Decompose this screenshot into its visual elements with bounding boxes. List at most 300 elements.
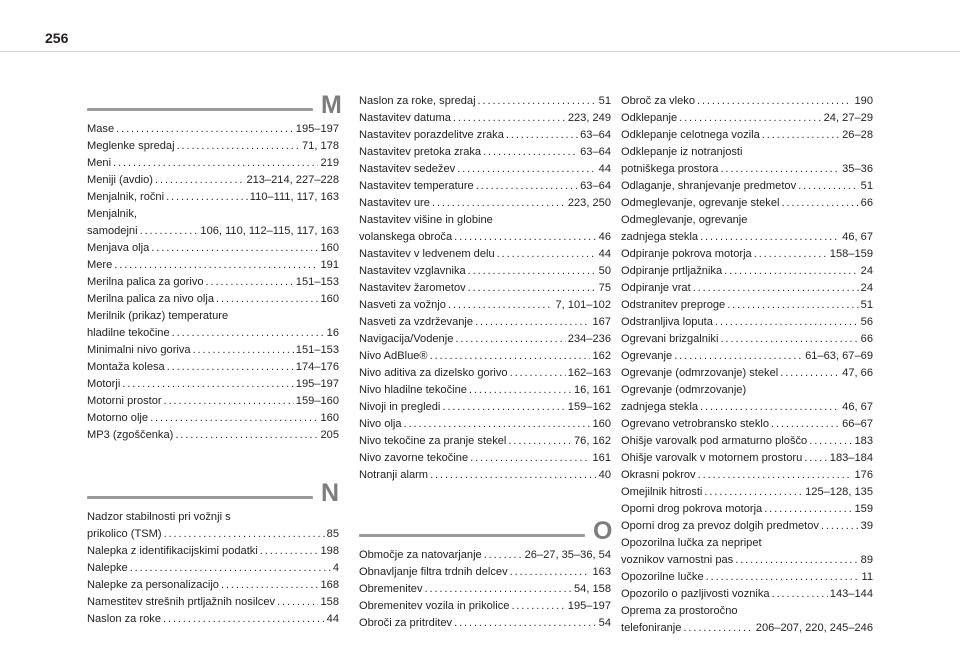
index-entry: [621, 348, 873, 365]
dot-leader: [511, 598, 565, 615]
index-entry-pages: 106, 110, 112–115, 117, 163: [200, 225, 339, 237]
index-entry-heading: Odklepanje iz notranjosti: [621, 146, 743, 158]
dot-leader: [151, 240, 318, 257]
index-column-3: [621, 93, 873, 637]
index-entry-term: Odklepanje celotnega vozila: [621, 129, 760, 141]
dot-leader: [754, 246, 828, 263]
index-entry: [359, 382, 611, 399]
index-entry-heading: Merilnik (prikaz) temperature: [87, 310, 229, 322]
index-entry-term: Nivo aditiva za dizelsko gorivo: [359, 367, 508, 379]
index-entry-term: samodejni: [87, 225, 138, 237]
index-entry-term: Odstranljiva loputa: [621, 316, 713, 328]
index-entry-term: Nivoji in pregledi: [359, 401, 441, 413]
index-entry-term: Območje za natovarjanje: [359, 549, 482, 561]
index-entry-pages: 51: [598, 95, 611, 107]
dot-leader: [163, 611, 325, 628]
index-entry: [87, 291, 339, 308]
dot-leader: [172, 325, 325, 342]
dot-leader: [432, 195, 566, 212]
index-entry-pages: 110–111, 117, 163: [249, 191, 339, 203]
dot-leader: [453, 110, 566, 127]
index-entry: [621, 246, 873, 263]
index-entry-heading: Ogrevanje (odmrzovanje): [621, 384, 747, 396]
dot-leader: [772, 586, 828, 603]
index-entry: [621, 212, 873, 246]
index-entry: [87, 155, 339, 172]
index-entry: [87, 359, 339, 376]
dot-leader: [430, 348, 591, 365]
index-entry: [621, 331, 873, 348]
dot-leader: [122, 376, 294, 393]
index-entry: [359, 348, 611, 365]
index-entry: [621, 297, 873, 314]
index-entry: [87, 509, 339, 543]
dot-leader: [277, 594, 318, 611]
index-entry-pages: 51: [860, 180, 873, 192]
index-entry-term: potniškega prostora: [621, 163, 719, 175]
index-entry: [621, 110, 873, 127]
dot-leader: [762, 127, 840, 144]
index-entry-term: Nastavitev datuma: [359, 112, 451, 124]
index-entry-pages: 223, 250: [567, 197, 611, 209]
dot-leader: [166, 189, 248, 206]
index-entry-pages: 11: [861, 571, 873, 583]
dot-leader: [475, 314, 590, 331]
index-entry: [87, 577, 339, 594]
index-entry: [359, 416, 611, 433]
index-entry-pages: 63–64: [580, 180, 611, 192]
index-entry-pages: 151–153: [295, 276, 339, 288]
dot-leader: [782, 195, 859, 212]
dot-leader: [497, 246, 597, 263]
index-entry-pages: 174–176: [295, 361, 339, 373]
index-entry-pages: 176: [854, 469, 873, 481]
index-entry-term: Merilna palica za nivo olja: [87, 293, 215, 305]
index-entry-term: zadnjega stekla: [621, 231, 699, 243]
index-list: [87, 121, 339, 444]
index-list: [359, 93, 611, 484]
dot-leader: [114, 257, 318, 274]
index-entry: [87, 393, 339, 410]
index-entry: [359, 280, 611, 297]
dot-leader: [468, 263, 597, 280]
index-entry-term: Oporni drog za prevoz dolgih predmetov: [621, 520, 819, 532]
index-entry-pages: 35–36: [842, 163, 873, 175]
dot-leader: [724, 263, 859, 280]
index-entry-term: Obroč za vleko: [621, 95, 695, 107]
index-entry: [621, 178, 873, 195]
index-entry-pages: 161: [592, 452, 611, 464]
index-entry-pages: 24: [860, 265, 873, 277]
index-entry-term: Nalepke za personalizacijo: [87, 579, 219, 591]
index-entry: [359, 564, 611, 581]
section-n: [87, 481, 339, 628]
index-list: [621, 93, 873, 637]
index-entry-term: MP3 (zgoščenka): [87, 429, 174, 441]
section-divider: [87, 108, 313, 111]
index-entry: [87, 206, 339, 240]
index-list: [87, 509, 339, 628]
index-entry-pages: 143–144: [829, 588, 873, 600]
dot-leader: [804, 450, 828, 467]
index-entry-term: Odpiranje vrat: [621, 282, 691, 294]
index-entry-pages: 168: [320, 579, 339, 591]
index-entry: [621, 263, 873, 280]
dot-leader: [164, 393, 294, 410]
index-entry-term: zadnjega stekla: [621, 401, 699, 413]
index-entry-term: Odklepanje: [621, 112, 678, 124]
index-entry: [87, 410, 339, 427]
index-entry: [359, 297, 611, 314]
index-entry-pages: 66–67: [842, 418, 873, 430]
index-entry-pages: 160: [320, 293, 339, 305]
index-entry-term: Motorno olje: [87, 412, 149, 424]
index-entry-pages: 63–64: [580, 129, 611, 141]
index-entry-pages: 71, 178: [301, 140, 339, 152]
index-entry-term: Ogrevanje: [621, 350, 673, 362]
index-list: [359, 547, 611, 632]
index-entry: [87, 543, 339, 560]
index-entry-pages: 191: [320, 259, 339, 271]
index-entry: [621, 535, 873, 569]
index-entry-term: telefoniranje: [621, 622, 682, 634]
index-entry-term: Naslon za roke: [87, 613, 161, 625]
index-entry-term: Obnavljanje filtra trdnih delcev: [359, 566, 508, 578]
index-entry-pages: 76, 162: [573, 435, 611, 447]
dot-leader: [430, 467, 597, 484]
index-entry-term: Nasveti za vožnjo: [359, 299, 446, 311]
index-entry-pages: 223, 249: [567, 112, 611, 124]
index-entry-pages: 195–197: [295, 123, 339, 135]
index-entry-term: Meglenke spredaj: [87, 140, 175, 152]
index-entry-pages: 160: [320, 412, 339, 424]
dot-leader: [821, 518, 859, 535]
index-entry-pages: 195–197: [295, 378, 339, 390]
dot-leader: [177, 138, 300, 155]
index-entry: [359, 246, 611, 263]
dot-leader: [510, 564, 591, 581]
dot-leader: [442, 399, 565, 416]
index-entry: [359, 547, 611, 564]
dot-leader: [693, 280, 859, 297]
index-entry-pages: 125–128, 135: [805, 486, 873, 498]
index-entry-pages: 66: [860, 333, 873, 345]
index-entry-term: Motorni prostor: [87, 395, 162, 407]
dot-leader: [455, 331, 565, 348]
index-entry-pages: 44: [598, 248, 611, 260]
index-entry-pages: 7, 101–102: [555, 299, 611, 311]
dot-leader: [704, 484, 803, 501]
index-entry-pages: 39: [860, 520, 873, 532]
index-entry: [87, 594, 339, 611]
index-entry-term: Opozorilo o pazljivosti voznika: [621, 588, 770, 600]
index-entry: [621, 450, 873, 467]
dot-leader: [469, 382, 572, 399]
index-column-1: [87, 91, 342, 628]
index-entry-term: Nivo hladilne tekočine: [359, 384, 467, 396]
index-entry-term: volanskega obroča: [359, 231, 453, 243]
index-entry-pages: 160: [320, 242, 339, 254]
index-entry-term: Mere: [87, 259, 113, 271]
index-entry-pages: 183: [854, 435, 873, 447]
dot-leader: [221, 577, 319, 594]
dot-leader: [216, 291, 318, 308]
dot-leader: [764, 501, 852, 518]
index-entry: [87, 172, 339, 189]
index-entry: [621, 365, 873, 382]
index-entry-term: Mase: [87, 123, 115, 135]
index-entry: [87, 189, 339, 206]
index-entry-pages: 167: [592, 316, 611, 328]
index-entry-pages: 206–207, 220, 245–246: [755, 622, 873, 634]
index-entry-term: hladilne tekočine: [87, 327, 170, 339]
dot-leader: [448, 297, 554, 314]
index-entry-pages: 75: [598, 282, 611, 294]
index-entry: [621, 484, 873, 501]
section-m: [87, 91, 342, 444]
index-entry-term: Odpiranje prtljažnika: [621, 265, 723, 277]
index-entry-pages: 158: [320, 596, 339, 608]
index-entry-term: Odlaganje, shranjevanje predmetov: [621, 180, 797, 192]
index-entry-pages: 40: [598, 469, 611, 481]
dot-leader: [720, 161, 840, 178]
dot-leader: [116, 121, 294, 138]
index-entry-term: Oporni drog pokrova motorja: [621, 503, 763, 515]
index-entry-pages: 183–184: [829, 452, 873, 464]
index-entry: [621, 467, 873, 484]
dot-leader: [478, 93, 597, 110]
index-entry: [621, 433, 873, 450]
index-entry-pages: 16: [326, 327, 339, 339]
index-entry-pages: 46, 67: [842, 231, 873, 243]
index-entry: [87, 274, 339, 291]
index-entry-term: Montaža kolesa: [87, 361, 165, 373]
index-entry-pages: 159–162: [567, 401, 611, 413]
index-entry-term: voznikov varnostni pas: [621, 554, 734, 566]
index-entry-pages: 47, 66: [842, 367, 873, 379]
index-entry: [87, 611, 339, 628]
index-entry-term: Nastavitev ure: [359, 197, 430, 209]
section-divider: [359, 534, 585, 537]
index-entry-term: Nastavitev temperature: [359, 180, 474, 192]
index-entry: [359, 467, 611, 484]
index-entry-heading: Nadzor stabilnosti pri vožnji s: [87, 511, 231, 523]
index-entry-pages: 219: [320, 157, 339, 169]
index-entry: [359, 581, 611, 598]
dot-leader: [771, 416, 840, 433]
index-entry-term: Meni: [87, 157, 112, 169]
index-entry-pages: 159–160: [295, 395, 339, 407]
section-o: [359, 519, 611, 632]
dot-leader: [155, 172, 244, 189]
index-entry-term: Nalepke: [87, 562, 128, 574]
index-entry-term: Nivo tekočine za pranje stekel: [359, 435, 507, 447]
index-entry-pages: 158–159: [829, 248, 873, 260]
index-entry: [87, 121, 339, 138]
dot-leader: [140, 223, 199, 240]
index-entry-term: Nastavitev sedežev: [359, 163, 456, 175]
dot-leader: [476, 178, 578, 195]
dot-leader: [260, 543, 319, 560]
dot-leader: [679, 110, 822, 127]
index-entry-term: Namestitev strešnih prtljažnih nosilcev: [87, 596, 276, 608]
dot-leader: [470, 450, 590, 467]
dot-leader: [506, 127, 578, 144]
index-entry-pages: 198: [320, 545, 339, 557]
index-entry: [621, 314, 873, 331]
index-entry: [621, 382, 873, 416]
index-entry-term: Obremenitev vozila in prikolice: [359, 600, 510, 612]
index-entry-heading: Opozorilna lučka za nepripet: [621, 537, 762, 549]
index-entry-term: Nivo olja: [359, 418, 402, 430]
section-letter: M: [321, 91, 342, 119]
dot-leader: [700, 229, 840, 246]
index-entry: [359, 433, 611, 450]
index-entry: [87, 376, 339, 393]
dot-leader: [404, 416, 591, 433]
index-entry: [621, 518, 873, 535]
index-entry-pages: 160: [592, 418, 611, 430]
index-entry-heading: Menjalnik,: [87, 208, 137, 220]
index-entry-pages: 190: [854, 95, 873, 107]
index-entry-term: Minimalni nivo goriva: [87, 344, 191, 356]
index-entry-term: Obremenitev: [359, 583, 423, 595]
index-entry-term: Menjava olja: [87, 242, 150, 254]
index-column-2: [359, 93, 611, 632]
dot-leader: [706, 569, 860, 586]
index-entry-pages: 163: [592, 566, 611, 578]
index-entry-term: Merilna palica za gorivo: [87, 276, 204, 288]
index-entry: [359, 365, 611, 382]
index-entry: [359, 212, 611, 246]
dot-leader: [484, 547, 523, 564]
index-entry-term: Navigacija/Vodenje: [359, 333, 454, 345]
dot-leader: [700, 399, 840, 416]
index-entry-pages: 159: [854, 503, 873, 515]
index-entry-pages: 16, 161: [573, 384, 611, 396]
index-entry-term: Odpiranje pokrova motorja: [621, 248, 752, 260]
dot-leader: [715, 314, 859, 331]
index-entry-term: Ogrevanje (odmrzovanje) stekel: [621, 367, 779, 379]
index-entry: [359, 127, 611, 144]
index-entry-term: Okrasni pokrov: [621, 469, 696, 481]
index-entry: [621, 195, 873, 212]
index-entry-term: Nastavitev vzglavnika: [359, 265, 466, 277]
dot-leader: [508, 433, 572, 450]
index-entry: [87, 257, 339, 274]
index-entry-pages: 4: [332, 562, 339, 574]
index-entry: [359, 263, 611, 280]
index-entry-term: Ogrevano vetrobransko steklo: [621, 418, 769, 430]
index-entry: [621, 586, 873, 603]
index-entry-pages: 205: [320, 429, 339, 441]
index-entry: [359, 144, 611, 161]
index-entry-term: Odstranitev preproge: [621, 299, 726, 311]
index-entry: [359, 161, 611, 178]
dot-leader: [206, 274, 294, 291]
index-entry: [87, 427, 339, 444]
dot-leader: [454, 229, 597, 246]
index-entry: [621, 501, 873, 518]
dot-leader: [167, 359, 294, 376]
index-entry-pages: 234–236: [567, 333, 611, 345]
index-entry: [87, 138, 339, 155]
dot-leader: [683, 620, 753, 637]
index-entry-term: Obroči za pritrditev: [359, 617, 453, 629]
index-entry: [87, 342, 339, 359]
index-entry-pages: 51: [860, 299, 873, 311]
section-divider: [87, 496, 313, 499]
index-entry-pages: 54: [598, 617, 611, 629]
index-entry-term: Meniji (avdio): [87, 174, 153, 186]
index-entry: [359, 178, 611, 195]
index-entry: [87, 240, 339, 257]
index-entry-pages: 54, 158: [573, 583, 611, 595]
dot-leader: [193, 342, 294, 359]
index-entry-pages: 26–27, 35–36, 54: [524, 549, 611, 561]
index-entry-term: Notranji alarm: [359, 469, 429, 481]
index-entry: [359, 598, 611, 615]
index-entry: [621, 416, 873, 433]
dot-leader: [483, 144, 578, 161]
index-entry: [87, 560, 339, 577]
index-entry-pages: 44: [326, 613, 339, 625]
dot-leader: [698, 467, 853, 484]
index-entry-term: Ogrevani brizgalniki: [621, 333, 719, 345]
index-entry-term: Ohišje varovalk v motornem prostoru: [621, 452, 803, 464]
section-header-o: [359, 519, 611, 543]
index-entry-term: Omejilnik hitrosti: [621, 486, 703, 498]
section-letter: N: [321, 479, 340, 507]
section-letter: O: [593, 517, 613, 545]
dot-leader: [130, 560, 331, 577]
dot-leader: [425, 581, 572, 598]
dot-leader: [697, 93, 852, 110]
index-entry-term: Nastavitev v ledvenem delu: [359, 248, 495, 260]
dot-leader: [457, 161, 596, 178]
index-entry-term: Ohišje varovalk pod armaturno ploščo: [621, 435, 808, 447]
index-entry-term: Motorji: [87, 378, 121, 390]
index-entry: [359, 195, 611, 212]
index-entry-term: Nastavitev pretoka zraka: [359, 146, 482, 158]
index-entry: [621, 569, 873, 586]
index-entry: [359, 615, 611, 632]
section-header-m: [87, 91, 342, 119]
index-entry: [87, 308, 339, 342]
index-entry: [359, 331, 611, 348]
index-entry-pages: 44: [598, 163, 611, 175]
index-entry-pages: 162: [592, 350, 611, 362]
dot-leader: [780, 365, 840, 382]
dot-leader: [735, 552, 858, 569]
index-entry-pages: 26–28: [842, 129, 873, 141]
index-entry: [621, 603, 873, 637]
index-entry: [359, 93, 611, 110]
index-entry-pages: 63–64: [580, 146, 611, 158]
index-entry-pages: 195–197: [567, 600, 611, 612]
index-entry-pages: 56: [860, 316, 873, 328]
index-entry: [359, 110, 611, 127]
dot-leader: [720, 331, 858, 348]
index-entry: [359, 399, 611, 416]
index-entry-pages: 50: [598, 265, 611, 277]
index-entry-term: Nivo zavorne tekočine: [359, 452, 469, 464]
index-entry-heading: Odmeglevanje, ogrevanje: [621, 214, 748, 226]
index-entry-pages: 162–163: [567, 367, 611, 379]
header-rule: [0, 51, 960, 52]
index-entry-term: Odmeglevanje, ogrevanje stekel: [621, 197, 780, 209]
index-entry-term: Nastavitev porazdelitve zraka: [359, 129, 504, 141]
